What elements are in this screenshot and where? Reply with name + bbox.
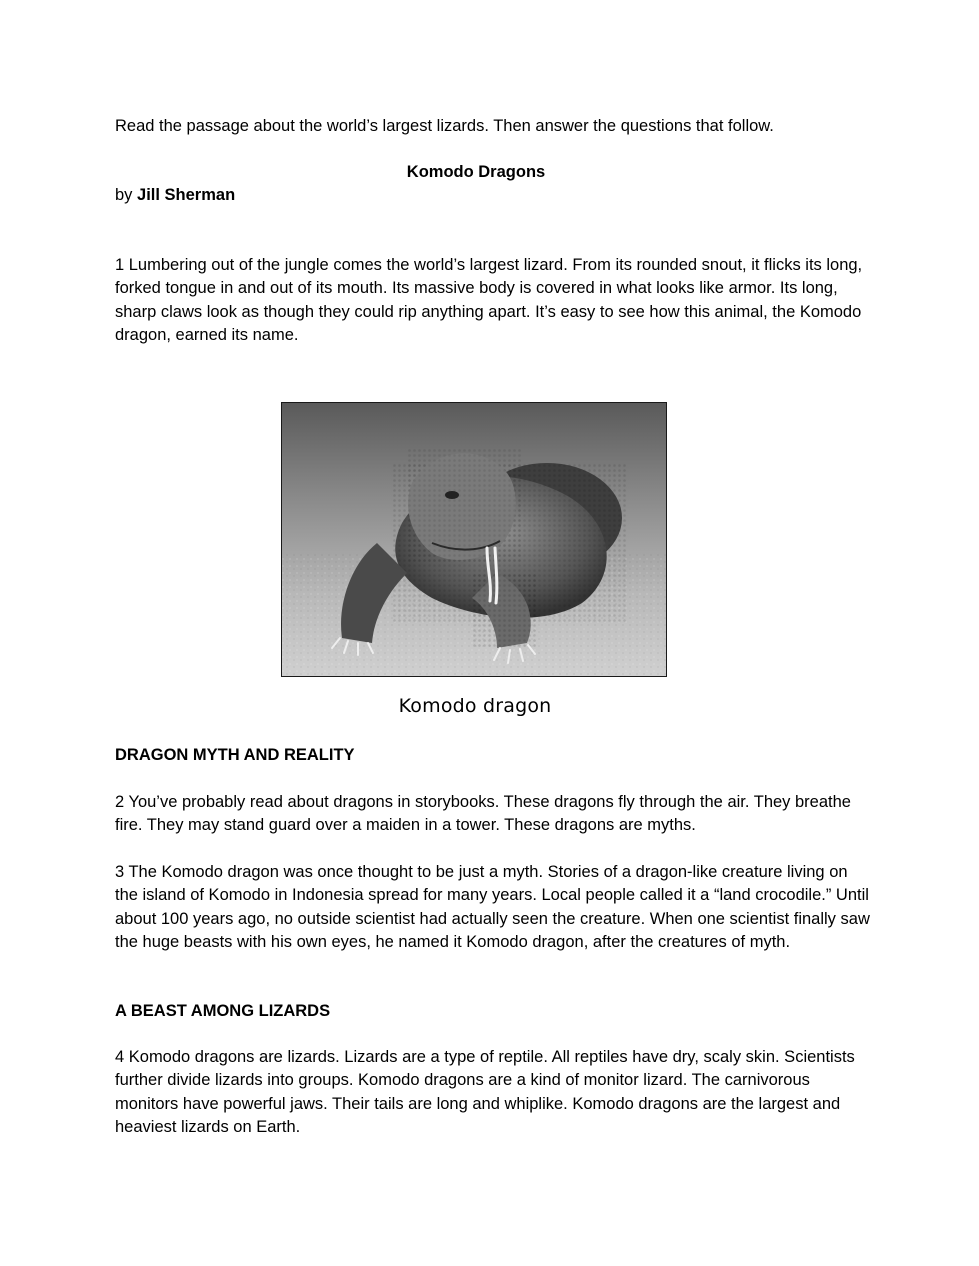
paragraph-4: 4 Komodo dragons are lizards. Lizards are a type of reptile. All reptiles have dry, scaly skin. Scientists further divide lizards into groups. Komodo dragons are a kind of monitor lizard. The carnivorous monitors have powerful jaws. Their tails are long and whiplike. Komodo dragons are the largest and heaviest lizards on Earth. — [115, 1048, 855, 1136]
intro-instruction: Read the passage about the world’s largest lizards. Then answer the questions that follow. — [115, 117, 774, 135]
figure-caption: Komodo dragon — [398, 695, 552, 717]
komodo-dragon-image — [281, 402, 667, 677]
byline-author: Jill Sherman — [137, 186, 236, 204]
paragraph-2: 2 You’ve probably read about dragons in storybooks. These dragons fly through the air. They breathe fire. They may stand guard over a maiden in a tower. These dragons are myths. — [115, 793, 851, 835]
byline — [115, 184, 235, 207]
paragraph-3: 3 The Komodo dragon was once thought to be just a myth. Stories of a dragon-like creature living on the island of Komodo in Indonesia spread for many years. Local people called it a “land crocodile.” Until about 100 years ago, no outside scientist had actually seen the creature. When one scientist finally saw the huge beasts with his own eyes, he named it Komodo dragon, after the creatures of myth. — [115, 863, 870, 951]
section-heading-lizards: A BEAST AMONG LIZARDS — [115, 1002, 331, 1020]
paragraph-1: 1 Lumbering out of the jungle comes the world’s largest lizard. From its rounded snout, it flicks its long, forked tongue in and out of its mouth. Its massive body is covered in what looks like armor. Its long, sharp claws look as though they could rip anything apart. It’s easy to see how this animal, the Komodo dragon, earned its name. — [115, 256, 863, 344]
section-heading-myth: DRAGON MYTH AND REALITY — [115, 746, 355, 764]
passage-title: Komodo Dragons — [406, 163, 546, 181]
byline-prefix: by — [115, 186, 133, 204]
